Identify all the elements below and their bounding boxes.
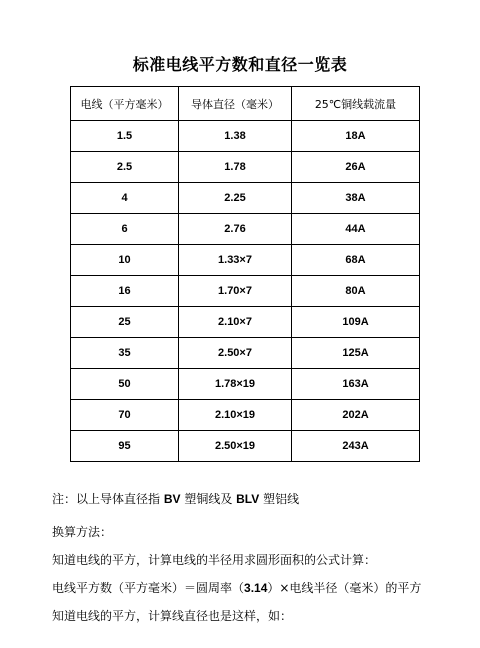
wire-spec-table — [70, 86, 420, 462]
method-line-2 — [52, 579, 421, 596]
cell-conductor-diameter: 1.78×19 — [179, 369, 292, 400]
footnote-mid: 塑铜线及 — [180, 492, 237, 506]
cell-wire-area: 70 — [71, 400, 179, 431]
footnote-blv: BLV — [236, 492, 260, 506]
cell-current-capacity: 38A — [292, 183, 420, 214]
table-row — [71, 276, 420, 307]
cell-wire-area: 50 — [71, 369, 179, 400]
cell-current-capacity: 44A — [292, 214, 420, 245]
cell-wire-area: 2.5 — [71, 152, 179, 183]
cell-wire-area: 95 — [71, 431, 179, 462]
footnote-bv: BV — [163, 492, 181, 506]
cell-wire-area: 4 — [71, 183, 179, 214]
header-conductor-diameter: 导体直径（毫米） — [179, 87, 292, 121]
table-row — [71, 245, 420, 276]
cell-wire-area: 1.5 — [71, 121, 179, 152]
cell-conductor-diameter: 1.78 — [179, 152, 292, 183]
cell-current-capacity: 68A — [292, 245, 420, 276]
cell-current-capacity: 243A — [292, 431, 420, 462]
method-line-2-pi: 3.14 — [244, 581, 268, 595]
cell-current-capacity: 80A — [292, 276, 420, 307]
cell-current-capacity: 125A — [292, 338, 420, 369]
table-row — [71, 152, 420, 183]
cell-current-capacity: 18A — [292, 121, 420, 152]
cell-current-capacity: 163A — [292, 369, 420, 400]
cell-current-capacity: 26A — [292, 152, 420, 183]
table-row — [71, 338, 420, 369]
cell-conductor-diameter: 1.70×7 — [179, 276, 292, 307]
footnote-suffix: 塑铝线 — [259, 492, 300, 506]
table-row — [71, 183, 420, 214]
method-line-2-a: 电线平方数（平方毫米）＝圆周率（ — [52, 581, 245, 595]
cell-wire-area: 10 — [71, 245, 179, 276]
table-header-row — [71, 87, 420, 121]
page-title: 标准电线平方数和直径一览表 — [132, 55, 348, 74]
cell-wire-area: 16 — [71, 276, 179, 307]
cell-conductor-diameter: 2.25 — [179, 183, 292, 214]
cell-conductor-diameter: 2.10×19 — [179, 400, 292, 431]
cell-current-capacity: 202A — [292, 400, 420, 431]
cell-wire-area: 35 — [71, 338, 179, 369]
cell-conductor-diameter: 2.10×7 — [179, 307, 292, 338]
table-row — [71, 307, 420, 338]
method-line-1: 知道电线的平方，计算电线的半径用求圆形面积的公式计算： — [52, 553, 377, 567]
method-line-2-b: ）×电线半径（毫米）的平方 — [267, 581, 422, 595]
cell-conductor-diameter: 1.38 — [179, 121, 292, 152]
cell-conductor-diameter: 1.33×7 — [179, 245, 292, 276]
cell-current-capacity: 109A — [292, 307, 420, 338]
cell-conductor-diameter: 2.50×7 — [179, 338, 292, 369]
footnote-prefix: 注：以上导体直径指 — [52, 492, 164, 506]
cell-conductor-diameter: 2.50×19 — [179, 431, 292, 462]
cell-conductor-diameter: 2.76 — [179, 214, 292, 245]
header-wire-area: 电线（平方毫米） — [71, 87, 179, 121]
table-row — [71, 369, 420, 400]
cell-wire-area: 25 — [71, 307, 179, 338]
table-row — [71, 214, 420, 245]
cell-wire-area: 6 — [71, 214, 179, 245]
method-heading: 换算方法： — [52, 525, 113, 539]
table-row — [71, 431, 420, 462]
table-row — [71, 400, 420, 431]
footnote — [52, 490, 299, 507]
header-current-capacity: 25℃铜线载流量 — [292, 87, 420, 121]
table-row — [71, 121, 420, 152]
table-body — [71, 121, 420, 462]
method-line-3: 知道电线的平方，计算线直径也是这样，如： — [52, 609, 293, 623]
